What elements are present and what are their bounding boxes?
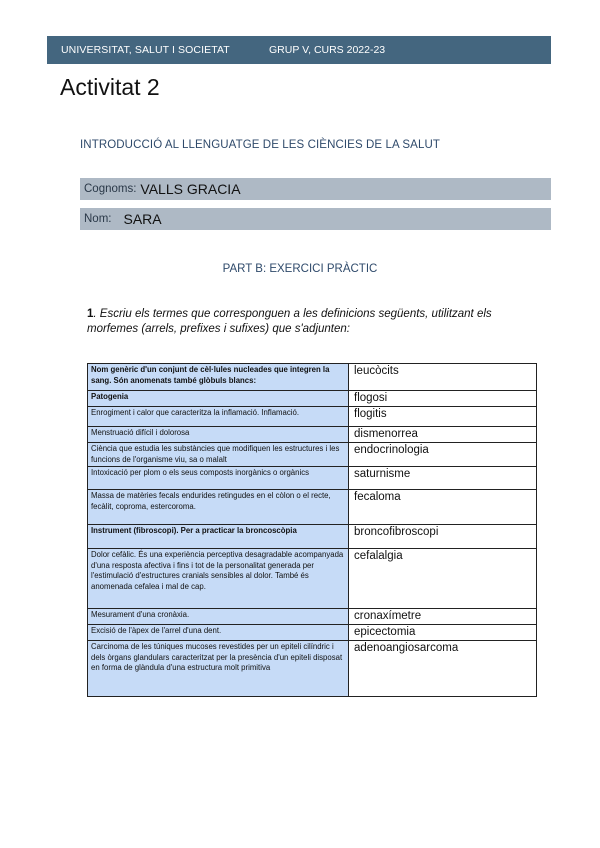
part-heading-text: PART B: EXERCICI PRÀCTIC — [222, 263, 378, 275]
table-row — [88, 641, 537, 697]
name-label: Nom: — [84, 213, 112, 225]
definition-cell: Instrument (fibroscopi). Per a practicar la broncoscòpia — [88, 525, 349, 549]
surname-bar — [80, 178, 551, 200]
table-row — [88, 467, 537, 490]
answer-cell: saturnisme — [349, 467, 537, 490]
answer-cell: fecaloma — [349, 490, 537, 525]
definition-cell: Massa de matèries fecals endurides retingudes en el còlon o el recte, fecàlit, coproma, estercoroma. — [88, 490, 349, 525]
exercise-table — [87, 363, 537, 697]
table-row — [88, 549, 537, 609]
definition-cell: Mesurament d'una cronàxia. — [88, 609, 349, 625]
name-bar — [80, 208, 551, 230]
table-row — [88, 391, 537, 407]
answer-cell: dismenorrea — [349, 427, 537, 443]
surname-value: VALLS GRACIA — [140, 181, 241, 197]
table-row — [88, 427, 537, 443]
exercise-instruction — [87, 307, 527, 337]
answer-cell: flogitis — [349, 407, 537, 427]
table-row — [88, 490, 537, 525]
header-banner — [47, 36, 551, 64]
answer-cell: flogosi — [349, 391, 537, 407]
subject-title: INTRODUCCIÓ AL LLENGUATGE DE LES CIÈNCIES DE LA SALUT — [80, 139, 440, 151]
definition-cell: Enrogiment i calor que caracteritza la inflamació. Inflamació. — [88, 407, 349, 427]
answer-cell: leucòcits — [349, 364, 537, 391]
instruction-text: . Escriu els termes que corresponguen a les definicions següents, utilitzant els morfemes (arrels, prefixes i sufixes) que s'adjunten: — [87, 308, 492, 335]
instruction-number: 1 — [87, 308, 94, 320]
answer-cell: endocrinologia — [349, 443, 537, 467]
answer-cell: broncofibroscopi — [349, 525, 537, 549]
definition-cell: Carcinoma de les túniques mucoses revestides per un epiteli cilíndric i dels òrgans glandulars caracteritzat per la presència d'un epiteli disposat en forma de glàndula d'una estructura molt primitiva — [88, 641, 349, 697]
table-row — [88, 609, 537, 625]
definition-cell: Menstruació difícil i dolorosa — [88, 427, 349, 443]
table-row — [88, 625, 537, 641]
definition-cell: Patogenia — [88, 391, 349, 407]
definition-cell: Nom genèric d'un conjunt de cèl·lules nucleades que integren la sang. Són anomenats també glòbuls blancs: — [88, 364, 349, 391]
definition-cell: Excisió de l'àpex de l'arrel d'una dent. — [88, 625, 349, 641]
table-row — [88, 443, 537, 467]
definition-cell: Ciència que estudia les substàncies que modifiquen les estructures i les funcions de l'organisme viu, sa o malalt — [88, 443, 349, 467]
answer-cell: cronaxímetre — [349, 609, 537, 625]
definition-cell: Intoxicació per plom o els seus composts inorgànics o orgànics — [88, 467, 349, 490]
answer-cell: cefalalgia — [349, 549, 537, 609]
page-title: Activitat 2 — [60, 74, 160, 100]
table-row — [88, 364, 537, 391]
table-row — [88, 525, 537, 549]
definition-cell: Dolor cefàlic. És una experiència perceptiva desagradable acompanyada d'una resposta afectiva i fins i tot de la personalitat generada per l'estimulació d'estructures cranials sensibles al dolor. També és anomenada cefalea i mal de cap. — [88, 549, 349, 609]
answer-cell: epicectomia — [349, 625, 537, 641]
answer-cell: adenoangiosarcoma — [349, 641, 537, 697]
header-group-course: GRUP V, CURS 2022-23 — [269, 44, 386, 56]
surname-label: Cognoms: — [84, 183, 137, 195]
part-heading — [0, 263, 600, 275]
name-value: SARA — [123, 211, 162, 227]
table-row — [88, 407, 537, 427]
header-university: UNIVERSITAT, SALUT I SOCIETAT — [61, 44, 230, 56]
